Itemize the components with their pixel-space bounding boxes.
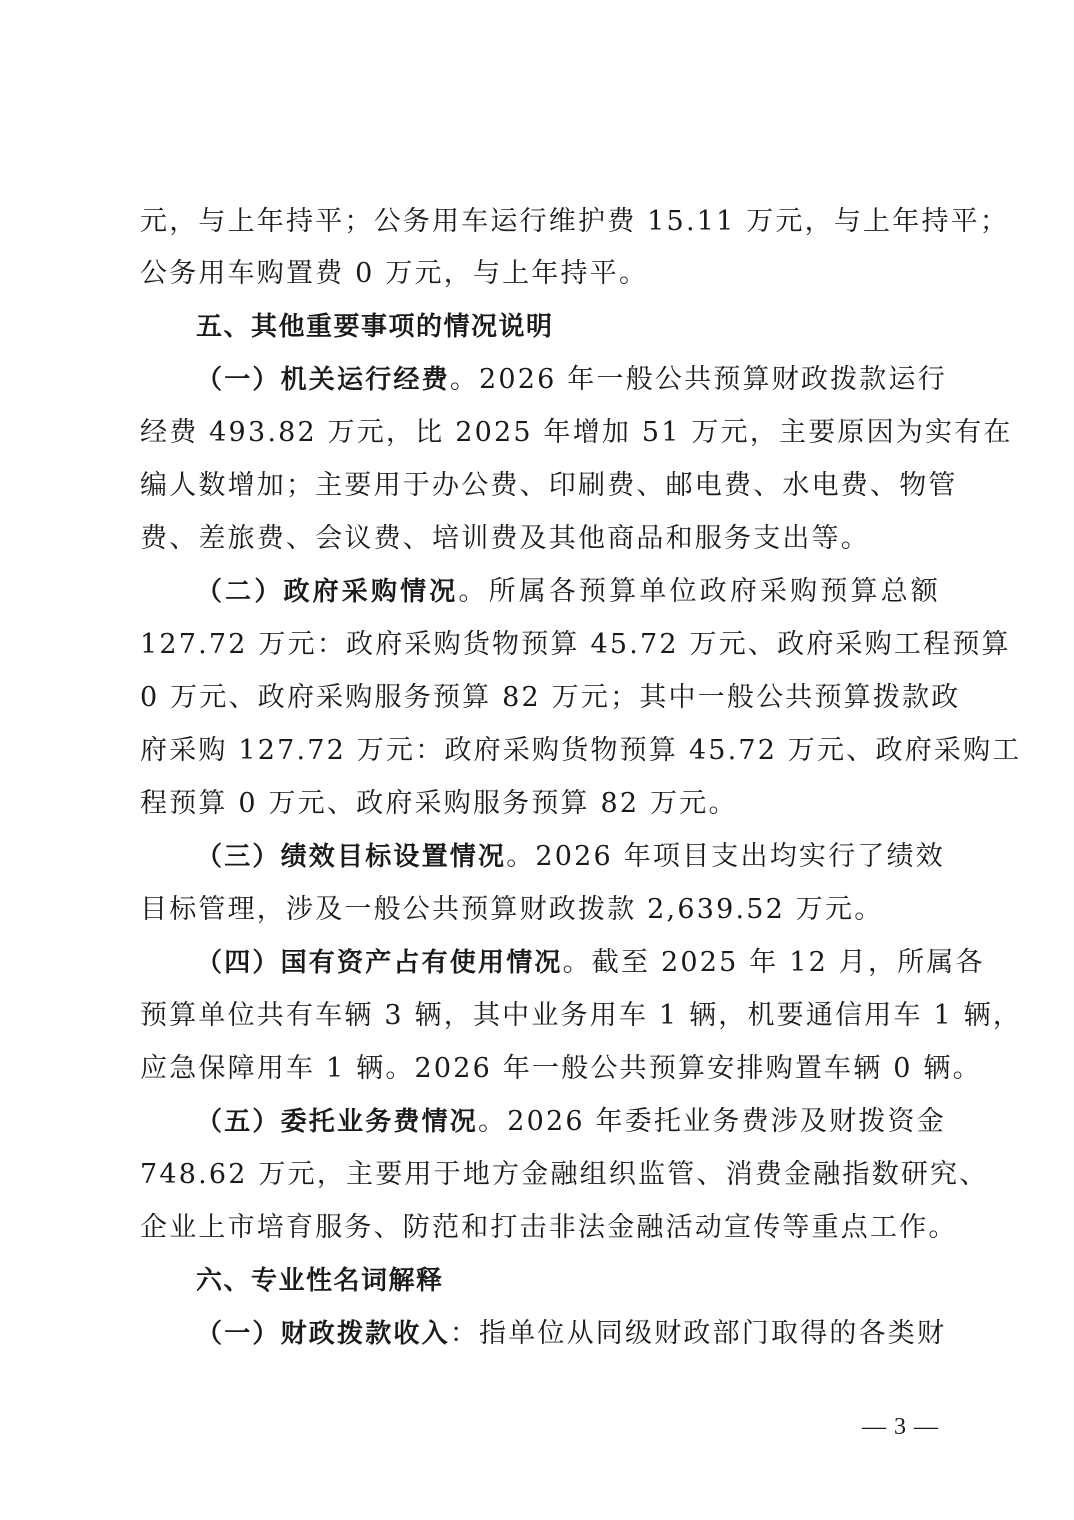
body-line: 费、差旅费、会议费、培训费及其他商品和服务支出等。 (140, 523, 870, 554)
paragraph-text: 。2026 年一般公共预算财政拨款运行 (449, 364, 947, 395)
body-line: 府采购 127.72 万元：政府采购货物预算 45.72 万元、政府采购工 (140, 735, 1022, 766)
paragraph-text: 。所属各预算单位政府采购预算总额 (458, 576, 940, 607)
body-line: 748.62 万元，主要用于地方金融组织监管、消费金融指数研究、 (140, 1159, 989, 1190)
paragraph-first-line (196, 576, 940, 608)
body-line: 0 万元、政府采购服务预算 82 万元；其中一般公共预算拨款政 (140, 682, 961, 713)
paragraph-first-line (196, 1106, 946, 1138)
paragraph-lead: （三）绩效目标设置情况 (196, 842, 507, 872)
paragraph-lead: （二）政府采购情况 (196, 577, 459, 607)
paragraph-text: 。2026 年委托业务费涉及财拨资金 (478, 1106, 946, 1137)
paragraph-text: 。截至 2025 年 12 月，所属各 (562, 947, 985, 978)
section-heading: 六、专业性名词解释 (196, 1266, 444, 1296)
body-line: 目标管理，涉及一般公共预算财政拨款 2,639.52 万元。 (140, 894, 884, 925)
body-line: 程预算 0 万元、政府采购服务预算 82 万元。 (140, 788, 738, 819)
paragraph-text: ：指单位从同级财政部门取得的各类财 (449, 1318, 947, 1349)
paragraph-lead: （五）委托业务费情况 (196, 1107, 479, 1137)
section-heading: 五、其他重要事项的情况说明 (196, 312, 554, 342)
body-line: 公务用车购置费 0 万元，与上年持平。 (140, 258, 649, 289)
paragraph-first-line (196, 1318, 947, 1350)
paragraph-first-line (196, 947, 985, 979)
paragraph-lead: （一）机关运行经费 (196, 365, 450, 395)
body-line: 经费 493.82 万元，比 2025 年增加 51 万元，主要原因为实有在 (140, 417, 1013, 448)
body-line: 编人数增加；主要用于办公费、印刷费、邮电费、水电费、物管 (140, 470, 958, 501)
body-line: 企业上市培育服务、防范和打击非法金融活动宣传等重点工作。 (140, 1212, 958, 1243)
paragraph-text: 。2026 年项目支出均实行了绩效 (506, 841, 945, 872)
body-line: 预算单位共有车辆 3 辆，其中业务用车 1 辆，机要通信用车 1 辆， (140, 1000, 1023, 1031)
page-number: — 3 — (862, 1414, 939, 1440)
paragraph-lead: （一）财政拨款收入 (196, 1319, 450, 1349)
body-line: 元，与上年持平；公务用车运行维护费 15.11 万元，与上年持平； (140, 206, 1010, 237)
paragraph-first-line (196, 364, 947, 396)
body-line: 应急保障用车 1 辆。2026 年一般公共预算安排购置车辆 0 辆。 (140, 1053, 982, 1084)
paragraph-first-line (196, 841, 945, 873)
paragraph-lead: （四）国有资产占有使用情况 (196, 948, 563, 978)
body-line: 127.72 万元：政府采购货物预算 45.72 万元、政府采购工程预算 (140, 629, 1011, 660)
